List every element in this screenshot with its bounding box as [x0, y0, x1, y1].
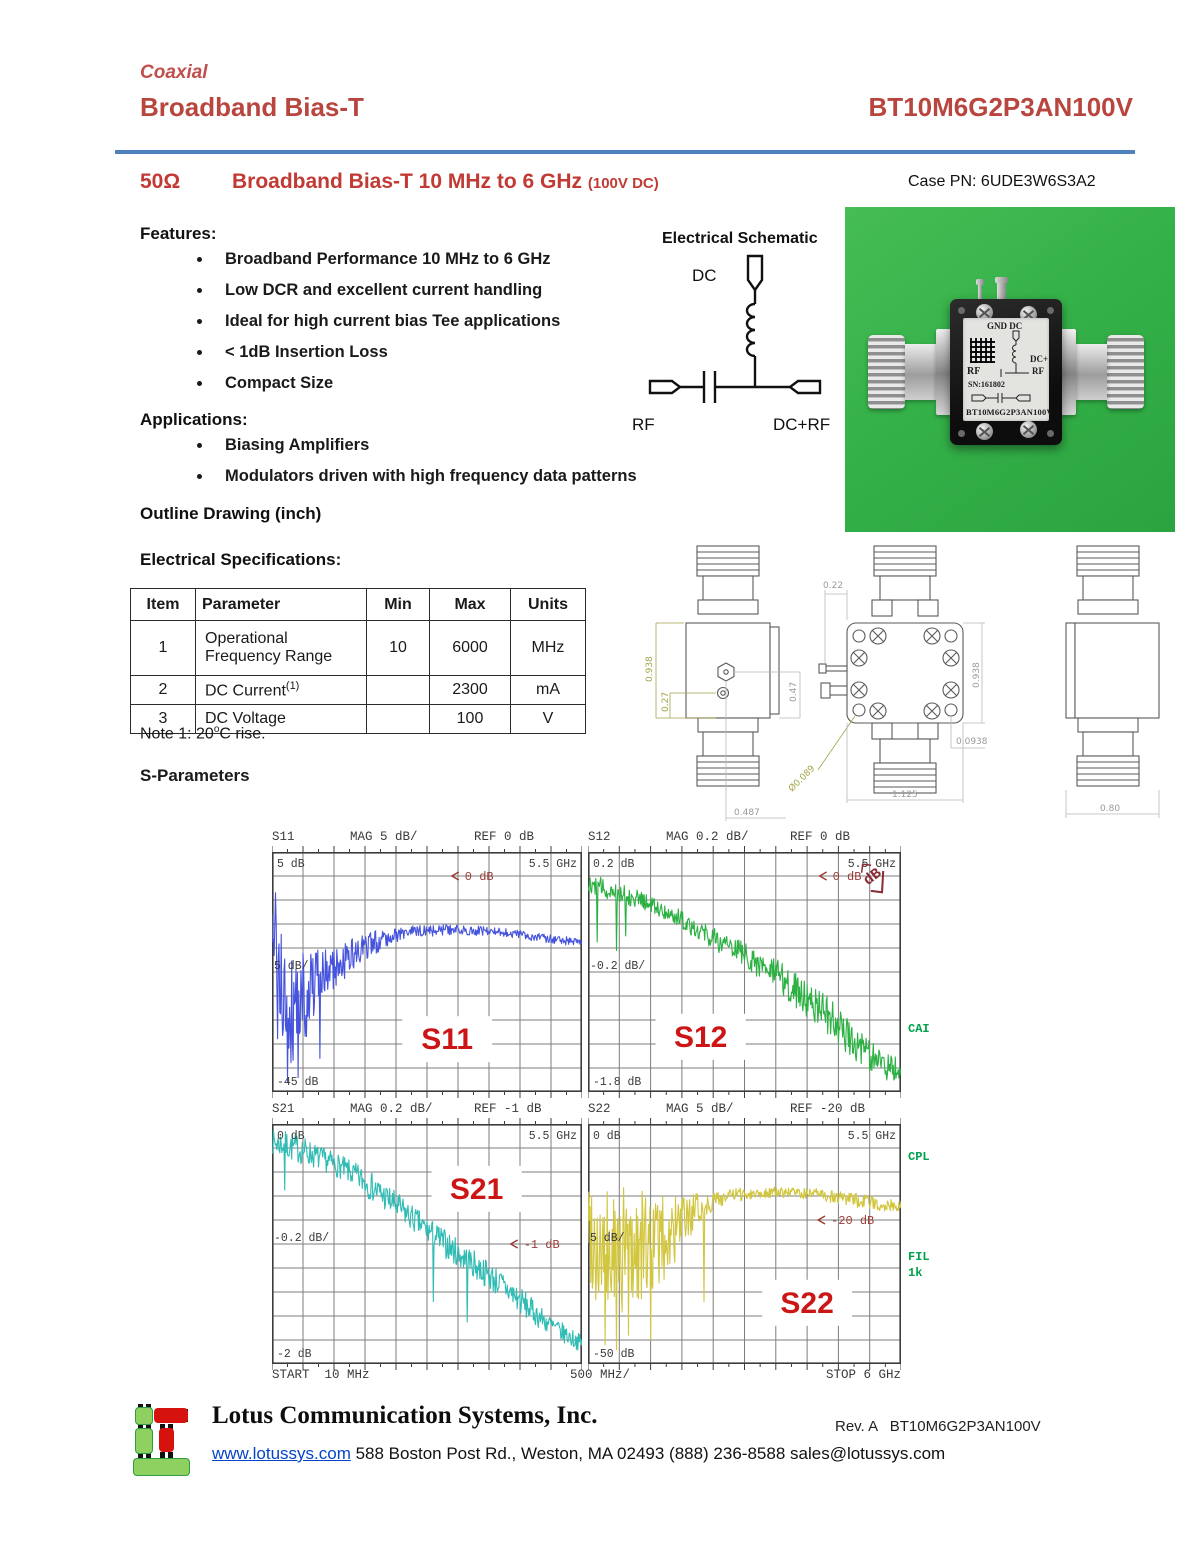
chart-s11 — [272, 846, 582, 1098]
impedance-label: 50Ω — [140, 170, 181, 193]
dim-047: 0.47 — [789, 681, 799, 702]
cell-parameter: Operational Frequency Range — [196, 621, 367, 676]
footer-contact-line — [212, 1444, 945, 1464]
cell-max: 2300 — [430, 676, 511, 705]
col-units: Units — [511, 589, 586, 621]
header-rule — [115, 150, 1135, 154]
cell-item: 1 — [131, 621, 196, 676]
label-dc-plus: DC+ — [1030, 354, 1049, 364]
svg-text:0 dB: 0 dB — [464, 870, 494, 884]
svg-text:S12: S12 — [673, 1020, 728, 1054]
axis-start-label: START 10 MHz — [272, 1368, 370, 1382]
applications-list — [140, 430, 693, 492]
svg-text:0 dB: 0 dB — [832, 870, 862, 884]
brand-line: Coaxial — [140, 62, 208, 83]
col-parameter: Parameter — [196, 589, 367, 621]
svg-text:-1.8 dB: -1.8 dB — [593, 1076, 642, 1089]
cell-parameter — [196, 676, 367, 705]
title-main: Broadband Bias-T 10 MHz to 6 GHz — [232, 170, 588, 193]
chart-s22 — [588, 1118, 901, 1370]
left-connector-barrel — [905, 344, 936, 400]
website-link[interactable]: www.lotussys.com — [212, 1444, 351, 1463]
svg-text:-0.2 dB/: -0.2 dB/ — [274, 1231, 330, 1245]
chart-param: S22 — [588, 1102, 611, 1116]
cell-max: 100 — [430, 705, 511, 734]
chart-header-s12 — [588, 830, 850, 844]
chart-mag: MAG 5 dB/ — [666, 1102, 734, 1116]
parameter-text: DC Current — [205, 682, 286, 700]
parameter-superscript: (1) — [285, 679, 300, 692]
col-item: Item — [131, 589, 196, 621]
application-item: • Modulators driven with high frequency data patterns — [213, 461, 693, 492]
right-connector-barrel — [1076, 344, 1107, 400]
feature-item: • Ideal for high current bias Tee applications — [213, 306, 693, 337]
label-mini-cap-line — [971, 392, 1031, 404]
label-gnd-dc: GND DC — [987, 321, 1023, 331]
features-list — [140, 244, 693, 399]
chart-param: S11 — [272, 830, 295, 844]
features-heading: Features: — [140, 224, 217, 243]
revision-label: Rev. A BT10M6G2P3AN100V — [835, 1418, 1041, 1435]
chart-ref: REF -20 dB — [790, 1102, 866, 1116]
outline-front-view — [786, 546, 987, 803]
specs-header-row — [131, 589, 586, 621]
svg-text:0.2 dB: 0.2 dB — [593, 858, 635, 871]
col-max: Max — [430, 589, 511, 621]
schematic-rf-label: RF — [632, 415, 655, 434]
screw — [1020, 421, 1037, 438]
svg-text:S11: S11 — [421, 1023, 474, 1057]
sparams-heading: S-Parameters — [140, 766, 250, 785]
dim-080: 0.80 — [1100, 804, 1121, 814]
svg-text:5 dB: 5 dB — [277, 858, 305, 871]
applications-heading: Applications: — [140, 410, 248, 429]
qr-code — [970, 338, 995, 363]
svg-text:S22: S22 — [780, 1286, 834, 1320]
label-mini-schematic — [999, 330, 1033, 382]
dim-0487: 0.487 — [734, 808, 760, 818]
table-row — [131, 621, 586, 676]
outline-side-view-right — [1066, 546, 1159, 818]
dim-027: 0.27 — [661, 691, 671, 712]
axis-mid-label: 500 MHz/ — [569, 1368, 630, 1382]
svg-text:dB: dB — [860, 864, 886, 890]
cell-units: mA — [511, 676, 586, 705]
side-label-fil2: 1k — [908, 1266, 923, 1280]
chart-s21 — [272, 1118, 582, 1370]
svg-text:5.5 GHz: 5.5 GHz — [847, 858, 896, 871]
label-rf: RF — [967, 366, 981, 377]
chart-mag: MAG 5 dB/ — [350, 830, 418, 844]
logo-green-bar-bottom — [133, 1458, 190, 1476]
side-label-fil: FIL — [908, 1250, 930, 1264]
outline-side-view-left — [645, 546, 800, 821]
chart-mag: MAG 0.2 dB/ — [666, 830, 749, 844]
gnd-pin-cap — [976, 279, 984, 285]
svg-text:5.5 GHz: 5.5 GHz — [847, 1130, 896, 1143]
device-label — [963, 318, 1053, 421]
svg-text:5.5 GHz: 5.5 GHz — [528, 1130, 577, 1143]
side-label-cpl: CPL — [908, 1150, 930, 1164]
svg-text:-1 dB: -1 dB — [523, 1238, 560, 1252]
device-body — [950, 299, 1062, 445]
part-number: BT10M6G2P3AN100V — [868, 92, 1133, 122]
logo-green-bar-vertical — [135, 1428, 153, 1454]
label-serial: SN:161802 — [968, 380, 1005, 389]
feature-item: • < 1dB Insertion Loss — [213, 337, 693, 368]
svg-text:0 dB: 0 dB — [593, 1130, 621, 1143]
dim-0938-front: 0.938 — [972, 662, 982, 688]
logo-green-square — [135, 1407, 153, 1425]
cell-min — [367, 705, 430, 734]
chart-param: S21 — [272, 1102, 295, 1116]
cell-min — [367, 676, 430, 705]
specs-table — [130, 588, 586, 734]
logo-red-bar-vertical — [159, 1428, 174, 1452]
company-name: Lotus Communication Systems, Inc. — [212, 1402, 598, 1429]
chart-ref: REF 0 dB — [474, 830, 535, 844]
logo-red-bar-horizontal — [154, 1408, 188, 1423]
chart-ref: REF -1 dB — [474, 1102, 542, 1116]
chart-s12 — [588, 846, 901, 1098]
svg-text:-2 dB: -2 dB — [277, 1348, 312, 1361]
chart-header-s21 — [272, 1102, 542, 1116]
svg-text:-45 dB: -45 dB — [277, 1076, 319, 1089]
table-note: Note 1: 20$^o$C rise. — [140, 724, 266, 743]
right-connector-threads — [1107, 335, 1144, 409]
dcrf-port-symbol — [790, 381, 820, 393]
dim-1125: 1.125 — [892, 790, 918, 800]
cell-parameter: DC Voltage — [196, 705, 367, 734]
feature-item: • Compact Size — [213, 368, 693, 399]
left-connector-threads — [868, 335, 905, 409]
application-item: • Biasing Amplifiers — [213, 430, 693, 461]
feature-item: • Broadband Performance 10 MHz to 6 GHz — [213, 244, 693, 275]
svg-text:-0.2 dB/: -0.2 dB/ — [590, 959, 646, 973]
svg-text:5 dB/: 5 dB/ — [274, 959, 309, 973]
specs-heading: Electrical Specifications: — [140, 550, 342, 569]
schematic-title: Electrical Schematic — [662, 230, 818, 247]
company-logo — [133, 1404, 197, 1478]
electrical-schematic — [618, 250, 853, 450]
rf-port-symbol — [650, 381, 680, 393]
product-title: Broadband Bias-T — [140, 92, 364, 122]
svg-text:-20 dB: -20 dB — [831, 1214, 875, 1228]
address-text: 588 Boston Post Rd., Weston, MA 02493 (888) 236-8588 sales@lotussys.com — [350, 1444, 946, 1463]
cell-units: V — [511, 705, 586, 734]
dim-d0089: Ø0.089 — [787, 763, 818, 795]
corner-hole — [958, 430, 965, 437]
chart-param: S12 — [588, 830, 611, 844]
label-rf2: RF — [1032, 366, 1044, 376]
chart-header-s22 — [588, 1102, 865, 1116]
cell-item: 3 — [131, 705, 196, 734]
dim-022: 0.22 — [823, 581, 844, 591]
cell-max: 6000 — [430, 621, 511, 676]
screw — [976, 423, 993, 440]
chart-header-s11 — [272, 830, 534, 844]
corner-hole — [1047, 430, 1054, 437]
dim-00938: 0.0938 — [956, 737, 988, 747]
axis-stop-label: STOP 6 GHz — [825, 1368, 901, 1382]
svg-text:5 dB/: 5 dB/ — [590, 1231, 625, 1245]
side-label-cai: CAI — [908, 1022, 930, 1036]
label-model: BT10M6G2P3AN100V — [966, 407, 1053, 417]
outline-drawing — [622, 530, 1194, 832]
corner-hole — [1047, 307, 1054, 314]
dc-pin — [997, 281, 1006, 301]
case-part-number: Case PN: 6UDE3W6S3A2 — [908, 173, 1096, 190]
feature-item: • Low DCR and excellent current handling — [213, 275, 693, 306]
cell-units: MHz — [511, 621, 586, 676]
page-title — [232, 170, 659, 194]
chart-mag: MAG 0.2 dB/ — [350, 1102, 433, 1116]
svg-text:S21: S21 — [449, 1172, 504, 1206]
cell-min: 10 — [367, 621, 430, 676]
svg-text:5.5 GHz: 5.5 GHz — [528, 858, 577, 871]
product-photo — [845, 207, 1175, 532]
svg-text:-50 dB: -50 dB — [593, 1348, 635, 1361]
col-min: Min — [367, 589, 430, 621]
dc-port-symbol — [748, 256, 762, 290]
corner-hole — [958, 307, 965, 314]
cell-item: 2 — [131, 676, 196, 705]
dim-0938-left: 0.938 — [645, 656, 655, 682]
svg-text:0 dB: 0 dB — [277, 1130, 305, 1143]
schematic-dcrf-label: DC+RF — [773, 415, 831, 434]
dc-pin-cap — [995, 277, 1008, 283]
outline-heading: Outline Drawing (inch) — [140, 504, 322, 523]
chart-ref: REF 0 dB — [790, 830, 851, 844]
schematic-dc-label: DC — [692, 266, 717, 285]
inductor-symbol — [747, 304, 755, 356]
voltage-note: (100V DC) — [587, 175, 659, 192]
right-connector-nut — [1060, 329, 1076, 415]
table-row — [131, 676, 586, 705]
